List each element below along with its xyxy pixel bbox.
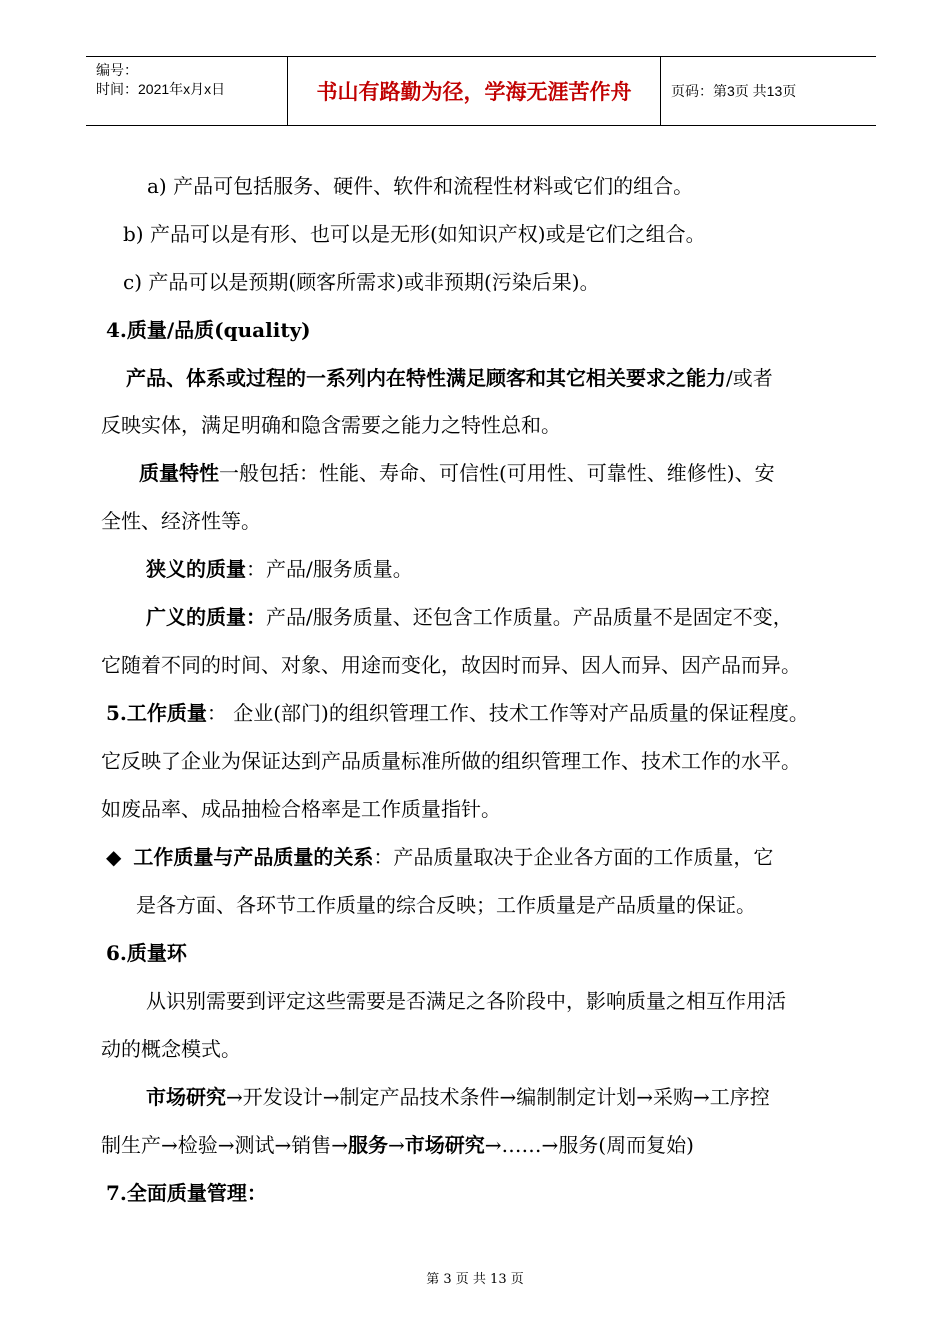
paragraph-line: 反映实体，满足明确和隐含需要之能力之特性总和。: [101, 413, 561, 437]
paragraph-line: b) 产品可以是有形、也可以是无形(如知识产权)或是它们之组合。: [123, 222, 706, 246]
number-label: 编号：: [96, 62, 138, 78]
paragraph-line: 它反映了企业为保证达到产品质量标准所做的组织管理工作、技术工作的水平。: [101, 749, 801, 773]
paragraph-line: 全性、经济性等。: [101, 509, 261, 533]
text-span: ： 企业(部门)的组织管理工作、技术工作等对产品质量的保证程度。: [206, 701, 809, 725]
paragraph-line: [101, 1131, 694, 1159]
text-span: 产品/服务质量、还包含工作质量。产品质量不是固定不变，: [266, 605, 793, 629]
text-span: →: [388, 1133, 405, 1157]
text-span: →……→服务(周而复始): [484, 1133, 694, 1157]
paragraph-line: [126, 364, 773, 392]
header-meta: [86, 57, 288, 125]
paragraph-line: [146, 603, 793, 631]
text-span: 制生产→检验→测试→销售→: [101, 1133, 349, 1157]
text-span: ：产品/服务质量。: [246, 557, 413, 581]
text-span: ：产品质量取决于企业各方面的工作质量，它: [373, 845, 774, 869]
document-header: [86, 56, 876, 126]
paragraph-line: c) 产品可以是预期(顾客所需求)或非预期(污染后果)。: [123, 270, 600, 294]
diamond-bullet-icon: ◆: [106, 845, 122, 869]
header-motto: 书山有路勤为径，学海无涯苦作舟: [288, 57, 661, 125]
paragraph-line: 是各方面、各环节工作质量的综合反映；工作质量是产品质量的保证。: [136, 893, 756, 917]
bold-term: 市场研究: [146, 1085, 226, 1109]
text-span: /或者: [726, 366, 773, 390]
paragraph-line: [146, 1083, 770, 1111]
bold-term: 广义的质量：: [146, 605, 266, 629]
section-heading: 4.质量/品质(quality): [106, 318, 311, 342]
bold-term: 质量特性: [139, 461, 219, 485]
section-heading: 7.全面质量管理：: [106, 1181, 267, 1205]
bold-term: 产品、体系或过程的一系列内在特性满足顾客和其它相关要求之能力: [126, 366, 726, 390]
bold-term: 5.工作质量: [106, 701, 207, 725]
paragraph-line: [106, 699, 809, 727]
paragraph-line: a) 产品可包括服务、硬件、软件和流程性材料或它们的组合。: [147, 174, 694, 198]
paragraph-line: 从识别需要到评定这些需要是否满足之各阶段中，影响质量之相互作用活: [146, 989, 786, 1013]
header-page-label: 页码：第3页 共13页: [671, 83, 797, 99]
bullet-paragraph-line: [106, 843, 773, 871]
paragraph-line: 动的概念模式。: [101, 1037, 241, 1061]
section-heading: 6.质量环: [106, 941, 187, 965]
bold-term: 狭义的质量: [146, 557, 246, 581]
paragraph-line: 如废品率、成品抽检合格率是工作质量指针。: [101, 797, 501, 821]
bold-term: 市场研究: [404, 1133, 485, 1157]
bold-term: 工作质量与产品质量的关系: [133, 845, 374, 869]
paragraph-line: 它随着不同的时间、对象、用途而变化，故因时而异、因人而异、因产品而异。: [101, 653, 801, 677]
time-label: 时间：2021年x月x日: [96, 81, 226, 97]
text-span: →开发设计→制定产品技术条件→编制制定计划→采购→工序控: [226, 1085, 770, 1109]
text-span: 一般包括：性能、寿命、可信性(可用性、可靠性、维修性)、安: [219, 461, 775, 485]
paragraph-line: [139, 459, 775, 487]
paragraph-line: [146, 555, 413, 583]
page-footer: 第 3 页 共 13 页: [426, 1272, 524, 1287]
bold-term: 服务: [348, 1133, 389, 1157]
